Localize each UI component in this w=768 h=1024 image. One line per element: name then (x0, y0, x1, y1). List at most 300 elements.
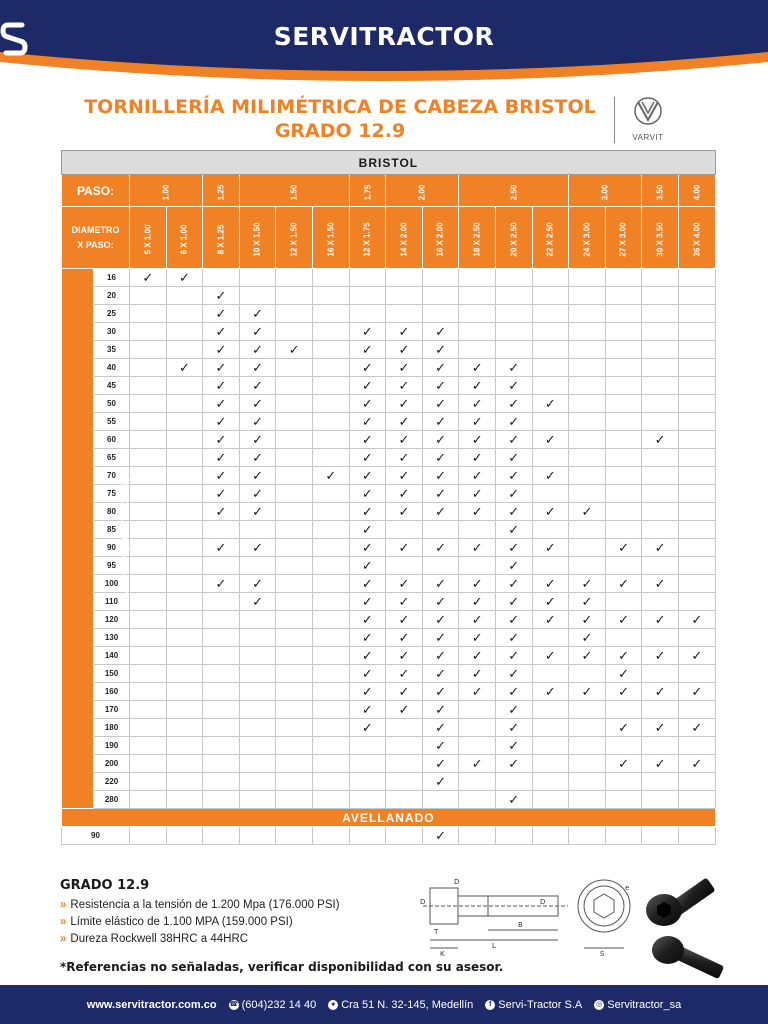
check-cell: ✓ (642, 611, 679, 629)
empty-cell (642, 503, 679, 521)
check-cell: ✓ (203, 431, 240, 449)
column-header (569, 207, 606, 269)
table-row (62, 287, 716, 305)
empty-cell (312, 629, 349, 647)
length-cell: 130 (94, 629, 130, 647)
empty-cell (605, 485, 642, 503)
check-cell: ✓ (495, 611, 532, 629)
empty-cell (569, 341, 606, 359)
table-row (62, 737, 716, 755)
empty-cell (386, 755, 423, 773)
empty-cell (166, 521, 203, 539)
column-header (532, 207, 569, 269)
empty-cell (312, 341, 349, 359)
check-cell: ✓ (422, 395, 459, 413)
empty-cell (276, 323, 313, 341)
empty-cell (349, 737, 386, 755)
empty-cell (312, 449, 349, 467)
paso-group-header (569, 175, 642, 207)
facebook-icon: f (485, 1000, 495, 1010)
empty-cell (276, 539, 313, 557)
check-cell: ✓ (495, 557, 532, 575)
empty-cell (678, 449, 715, 467)
empty-cell (166, 719, 203, 737)
check-cell: ✓ (569, 611, 606, 629)
empty-cell (130, 719, 167, 737)
check-cell: ✓ (495, 791, 532, 809)
check-cell: ✓ (386, 629, 423, 647)
check-cell: ✓ (386, 503, 423, 521)
check-cell: ✓ (422, 701, 459, 719)
column-header (386, 207, 423, 269)
empty-cell (642, 485, 679, 503)
table-row (62, 827, 716, 845)
table-row (62, 629, 716, 647)
empty-cell (130, 449, 167, 467)
empty-cell (276, 611, 313, 629)
empty-cell (130, 539, 167, 557)
empty-cell (276, 269, 313, 287)
empty-cell (532, 359, 569, 377)
check-cell: ✓ (239, 575, 276, 593)
table-row (62, 467, 716, 485)
empty-cell (239, 719, 276, 737)
empty-cell (130, 413, 167, 431)
check-cell: ✓ (605, 665, 642, 683)
varvit-name: VARVIT (632, 133, 664, 142)
empty-cell (130, 377, 167, 395)
column-header (239, 207, 276, 269)
check-cell: ✓ (239, 503, 276, 521)
check-cell: ✓ (532, 593, 569, 611)
empty-cell (166, 647, 203, 665)
check-cell: ✓ (349, 593, 386, 611)
empty-cell (349, 269, 386, 287)
grade-item-text: Límite elástico de 1.100 MPA (159.000 PSI) (70, 916, 293, 928)
empty-cell (239, 611, 276, 629)
empty-cell (386, 737, 423, 755)
empty-cell (349, 827, 386, 845)
check-cell: ✓ (642, 539, 679, 557)
check-cell: ✓ (459, 467, 496, 485)
empty-cell (130, 485, 167, 503)
empty-cell (386, 287, 423, 305)
empty-cell (166, 287, 203, 305)
dim-label-e: e (625, 884, 630, 892)
empty-cell (678, 539, 715, 557)
check-cell: ✓ (422, 737, 459, 755)
empty-cell (569, 557, 606, 575)
check-cell: ✓ (532, 503, 569, 521)
footer-phone-text: (604)232 14 40 (241, 998, 317, 1011)
empty-cell (605, 431, 642, 449)
empty-cell (386, 305, 423, 323)
column-header (459, 207, 496, 269)
check-cell: ✓ (239, 305, 276, 323)
empty-cell (678, 305, 715, 323)
empty-cell (605, 449, 642, 467)
check-cell: ✓ (569, 683, 606, 701)
check-cell: ✓ (422, 719, 459, 737)
arrow-icon: » (60, 916, 67, 928)
empty-cell (166, 683, 203, 701)
check-cell: ✓ (349, 719, 386, 737)
empty-cell (678, 359, 715, 377)
check-cell: ✓ (495, 683, 532, 701)
empty-cell (569, 413, 606, 431)
check-cell: ✓ (203, 539, 240, 557)
check-cell: ✓ (386, 683, 423, 701)
empty-cell (203, 773, 240, 791)
column-header-label: 30 X 3.50 (655, 221, 665, 257)
column-header-label: 18 X 2.50 (472, 221, 482, 257)
check-cell: ✓ (166, 269, 203, 287)
empty-cell (569, 701, 606, 719)
dim-label-d2: D (420, 898, 426, 906)
length-cell: 30 (94, 323, 130, 341)
check-cell: ✓ (386, 575, 423, 593)
footer-address-text: Cra 51 N. 32-145, Medellín (341, 998, 474, 1011)
empty-cell (422, 305, 459, 323)
check-cell: ✓ (203, 485, 240, 503)
check-cell: ✓ (349, 467, 386, 485)
bristol-table (61, 150, 715, 845)
empty-cell (203, 557, 240, 575)
empty-cell (203, 719, 240, 737)
empty-cell (276, 413, 313, 431)
empty-cell (532, 323, 569, 341)
empty-cell (203, 683, 240, 701)
table-row (62, 611, 716, 629)
empty-cell (642, 269, 679, 287)
check-cell: ✓ (349, 683, 386, 701)
check-cell: ✓ (349, 395, 386, 413)
empty-cell (203, 665, 240, 683)
empty-cell (312, 431, 349, 449)
empty-cell (678, 737, 715, 755)
empty-cell (605, 701, 642, 719)
empty-cell (166, 485, 203, 503)
check-cell: ✓ (532, 395, 569, 413)
empty-cell (569, 305, 606, 323)
length-cell: 80 (94, 503, 130, 521)
empty-cell (459, 305, 496, 323)
grade-item-text: Resistencia a la tensión de 1.200 Mpa (176.000 PSI) (70, 899, 340, 911)
check-cell: ✓ (239, 431, 276, 449)
empty-cell (678, 575, 715, 593)
length-cell: 85 (94, 521, 130, 539)
empty-cell (130, 503, 167, 521)
check-cell: ✓ (239, 413, 276, 431)
dim-label-b: B (518, 921, 523, 929)
check-cell: ✓ (459, 395, 496, 413)
length-cell: 55 (94, 413, 130, 431)
empty-cell (312, 593, 349, 611)
empty-cell (166, 305, 203, 323)
empty-cell (312, 737, 349, 755)
paso-group-header (349, 175, 386, 207)
check-cell: ✓ (239, 539, 276, 557)
empty-cell (312, 521, 349, 539)
empty-cell (605, 395, 642, 413)
check-cell: ✓ (495, 395, 532, 413)
check-cell: ✓ (386, 395, 423, 413)
check-cell: ✓ (495, 665, 532, 683)
empty-cell (678, 773, 715, 791)
empty-cell (422, 557, 459, 575)
column-header (312, 207, 349, 269)
empty-cell (532, 377, 569, 395)
empty-cell (130, 683, 167, 701)
empty-cell (642, 521, 679, 539)
column-header-label: 12 X 1.75 (362, 221, 372, 257)
paso-group-label: 4.00 (692, 184, 702, 200)
empty-cell (312, 647, 349, 665)
check-cell: ✓ (642, 575, 679, 593)
empty-cell (312, 791, 349, 809)
empty-cell (312, 287, 349, 305)
check-cell: ✓ (642, 719, 679, 737)
empty-cell (569, 539, 606, 557)
empty-cell (642, 773, 679, 791)
check-cell: ✓ (422, 755, 459, 773)
check-cell: ✓ (422, 359, 459, 377)
check-cell: ✓ (495, 449, 532, 467)
column-header-label: 16 X 1.50 (326, 221, 336, 257)
footer-instagram[interactable] (594, 999, 681, 1011)
empty-cell (166, 341, 203, 359)
check-cell: ✓ (203, 395, 240, 413)
check-cell: ✓ (386, 413, 423, 431)
empty-cell (130, 287, 167, 305)
footer-facebook[interactable] (485, 999, 582, 1011)
empty-cell (276, 287, 313, 305)
check-cell: ✓ (459, 431, 496, 449)
check-cell: ✓ (349, 647, 386, 665)
empty-cell (642, 629, 679, 647)
empty-cell (459, 323, 496, 341)
empty-cell (312, 575, 349, 593)
empty-cell (239, 557, 276, 575)
table-row (62, 539, 716, 557)
empty-cell (130, 737, 167, 755)
empty-cell (678, 467, 715, 485)
check-cell: ✓ (349, 557, 386, 575)
empty-cell (276, 647, 313, 665)
check-cell: ✓ (495, 737, 532, 755)
length-cell: 90 (94, 539, 130, 557)
check-cell: ✓ (459, 413, 496, 431)
column-header (349, 207, 386, 269)
empty-cell (532, 521, 569, 539)
empty-cell (495, 827, 532, 845)
empty-cell (605, 593, 642, 611)
column-header-label: 22 X 2.50 (545, 221, 555, 257)
check-cell: ✓ (459, 575, 496, 593)
check-cell: ✓ (349, 611, 386, 629)
table-row (62, 593, 716, 611)
empty-cell (276, 773, 313, 791)
check-cell: ✓ (422, 467, 459, 485)
empty-cell (642, 377, 679, 395)
check-cell: ✓ (459, 485, 496, 503)
table-row (62, 683, 716, 701)
check-cell: ✓ (605, 539, 642, 557)
empty-cell (276, 683, 313, 701)
empty-cell (569, 773, 606, 791)
check-cell: ✓ (532, 575, 569, 593)
check-cell: ✓ (386, 611, 423, 629)
check-cell: ✓ (349, 377, 386, 395)
empty-cell (166, 629, 203, 647)
column-header (166, 207, 203, 269)
table-row (62, 701, 716, 719)
check-cell: ✓ (532, 647, 569, 665)
empty-cell (130, 827, 167, 845)
empty-cell (203, 827, 240, 845)
empty-cell (532, 701, 569, 719)
column-header (203, 207, 240, 269)
empty-cell (130, 593, 167, 611)
table-row (62, 791, 716, 809)
empty-cell (312, 683, 349, 701)
empty-cell (166, 755, 203, 773)
empty-cell (569, 269, 606, 287)
check-cell: ✓ (203, 467, 240, 485)
length-cell: 60 (94, 431, 130, 449)
empty-cell (312, 395, 349, 413)
column-header-label: 20 X 2.50 (509, 221, 519, 257)
empty-cell (532, 449, 569, 467)
column-header-label: 36 X 4.00 (692, 221, 702, 257)
paso-group-label: 2.00 (417, 184, 427, 200)
empty-cell (349, 773, 386, 791)
empty-cell (276, 629, 313, 647)
check-cell: ✓ (605, 575, 642, 593)
check-cell: ✓ (386, 431, 423, 449)
check-cell: ✓ (495, 647, 532, 665)
empty-cell (386, 521, 423, 539)
empty-cell (349, 305, 386, 323)
table-row (62, 323, 716, 341)
check-cell: ✓ (349, 431, 386, 449)
empty-cell (459, 737, 496, 755)
paso-group-label: 1.25 (216, 184, 226, 200)
empty-cell (130, 665, 167, 683)
check-cell: ✓ (422, 683, 459, 701)
length-cell: 20 (94, 287, 130, 305)
check-cell: ✓ (349, 323, 386, 341)
empty-cell (569, 467, 606, 485)
empty-cell (276, 485, 313, 503)
empty-cell (130, 791, 167, 809)
empty-cell (386, 269, 423, 287)
location-pin-icon: ● (328, 1000, 338, 1010)
varvit-logo (628, 96, 668, 142)
table-row (62, 719, 716, 737)
dim-label-k: K (440, 950, 445, 958)
column-header (678, 207, 715, 269)
check-cell: ✓ (239, 359, 276, 377)
empty-cell (166, 323, 203, 341)
length-cell: 280 (94, 791, 130, 809)
empty-cell (166, 413, 203, 431)
empty-cell (166, 791, 203, 809)
empty-cell (569, 737, 606, 755)
empty-cell (678, 521, 715, 539)
check-cell: ✓ (386, 701, 423, 719)
empty-cell (605, 323, 642, 341)
check-cell: ✓ (422, 485, 459, 503)
check-cell: ✓ (459, 755, 496, 773)
check-cell: ✓ (239, 485, 276, 503)
table-row (62, 449, 716, 467)
check-cell: ✓ (495, 539, 532, 557)
check-cell: ✓ (569, 647, 606, 665)
empty-cell (605, 269, 642, 287)
check-cell: ✓ (386, 485, 423, 503)
empty-cell (276, 305, 313, 323)
check-cell: ✓ (495, 575, 532, 593)
empty-cell (312, 611, 349, 629)
empty-cell (678, 593, 715, 611)
length-cell: 120 (94, 611, 130, 629)
empty-cell (166, 665, 203, 683)
empty-cell (276, 431, 313, 449)
empty-cell (239, 629, 276, 647)
check-cell: ✓ (459, 665, 496, 683)
empty-cell (239, 791, 276, 809)
check-cell: ✓ (349, 629, 386, 647)
length-cell: 220 (94, 773, 130, 791)
empty-cell (642, 827, 679, 845)
brand[interactable] (0, 22, 768, 51)
empty-cell (495, 773, 532, 791)
check-cell: ✓ (203, 323, 240, 341)
empty-cell (203, 737, 240, 755)
empty-cell (678, 341, 715, 359)
empty-cell (166, 827, 203, 845)
empty-cell (130, 467, 167, 485)
empty-cell (642, 359, 679, 377)
empty-cell (239, 665, 276, 683)
empty-cell (459, 341, 496, 359)
empty-cell (276, 449, 313, 467)
dim-label-d3: D (540, 898, 546, 906)
check-cell: ✓ (276, 341, 313, 359)
check-cell: ✓ (130, 269, 167, 287)
empty-cell (495, 305, 532, 323)
check-cell: ✓ (459, 377, 496, 395)
footer-website-link[interactable]: www.servitractor.com.co (86, 998, 217, 1011)
footer-phone[interactable] (229, 999, 317, 1011)
check-cell: ✓ (349, 521, 386, 539)
empty-cell (642, 305, 679, 323)
check-cell: ✓ (422, 431, 459, 449)
check-cell: ✓ (422, 593, 459, 611)
empty-cell (130, 431, 167, 449)
empty-cell (678, 791, 715, 809)
empty-cell (130, 755, 167, 773)
empty-cell (276, 827, 313, 845)
empty-cell (312, 377, 349, 395)
empty-cell (276, 719, 313, 737)
check-cell: ✓ (312, 467, 349, 485)
check-cell: ✓ (422, 827, 459, 845)
table-row (62, 377, 716, 395)
empty-cell (203, 521, 240, 539)
empty-cell (569, 521, 606, 539)
